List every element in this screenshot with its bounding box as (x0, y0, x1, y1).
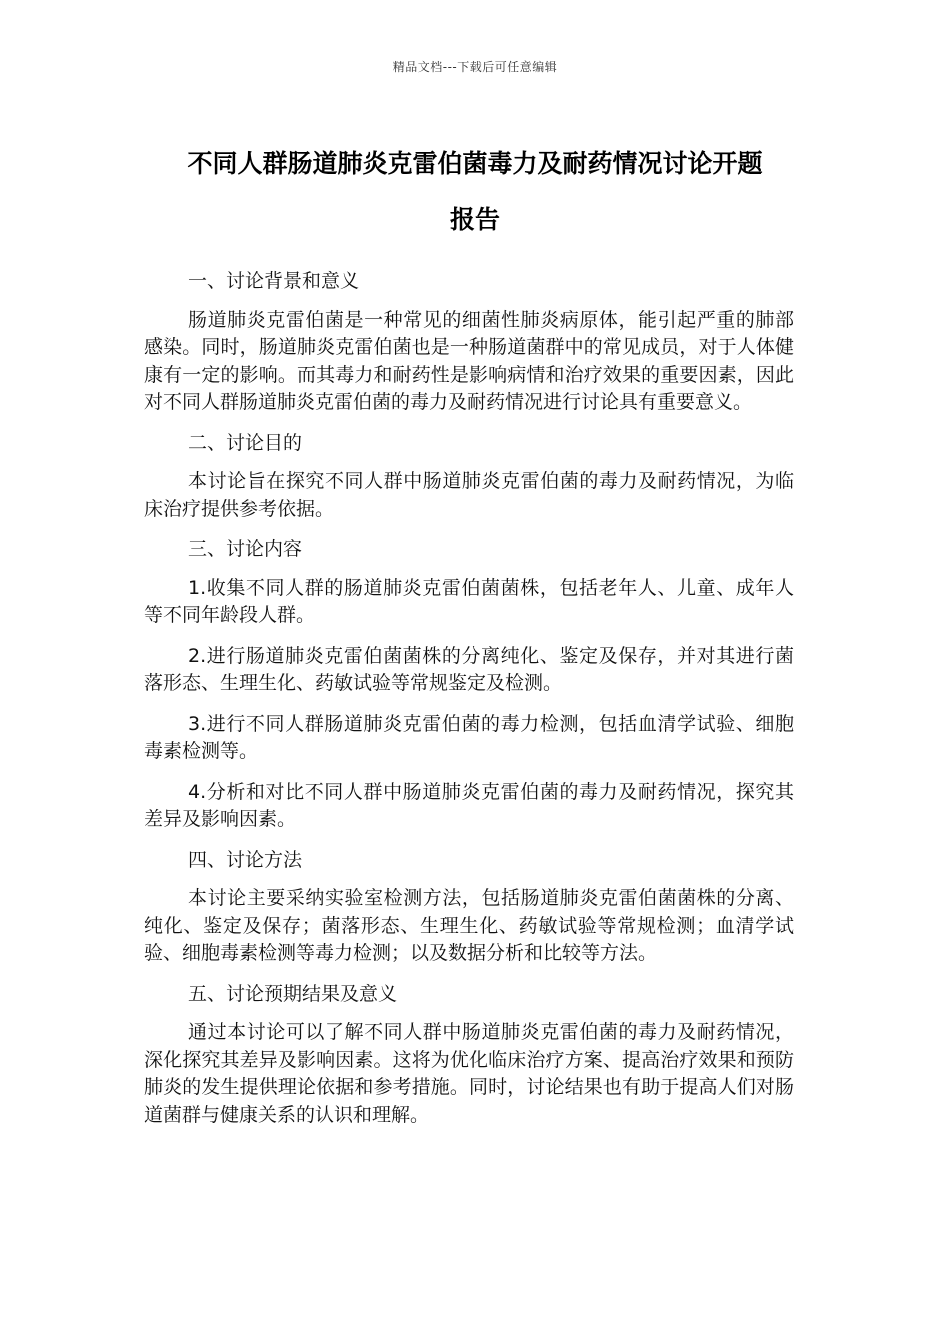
section-heading: 五、讨论预期结果及意义 (188, 982, 398, 1005)
section-paragraph: 肠道肺炎克雷伯菌是一种常见的细菌性肺炎病原体，能引起严重的肺部感染。同时，肠道肺炎克雷伯菌也是一种肠道菌群中的常见成员，对于人体健康有一定的影响。而其毒力和耐药性是影响病情和治疗效果的重要因素，因此对不同人群肠道肺炎克雷伯菌的毒力及耐药情况进行讨论具有重要意义。 (144, 308, 794, 413)
section-heading: 四、讨论方法 (188, 848, 303, 871)
section-heading: 二、讨论目的 (188, 431, 303, 454)
document-body (144, 268, 794, 1142)
section-expected-results (144, 981, 794, 1130)
header-note: 精品文档---下载后可任意编辑 (392, 60, 558, 74)
section-paragraph: 本讨论旨在探究不同人群中肠道肺炎克雷伯菌的毒力及耐药情况，为临床治疗提供参考依据。 (144, 470, 794, 520)
list-item: 3.进行不同人群肠道肺炎克雷伯菌的毒力检测，包括血清学试验、细胞毒素检测等。 (144, 712, 794, 762)
section-content (144, 536, 794, 834)
section-methods (144, 847, 794, 968)
section-heading: 一、讨论背景和意义 (188, 270, 360, 292)
section-heading: 三、讨论内容 (188, 538, 303, 560)
list-item: 2.进行肠道肺炎克雷伯菌菌株的分离纯化、鉴定及保存，并对其进行菌落形态、生理生化、药敏试验等常规鉴定及检测。 (144, 644, 794, 694)
list-item: 1.收集不同人群的肠道肺炎克雷伯菌菌株，包括老年人、儿童、成年人等不同年龄段人群。 (144, 576, 794, 626)
section-purpose (144, 430, 794, 524)
section-paragraph: 通过本讨论可以了解不同人群中肠道肺炎克雷伯菌的毒力及耐药情况，深化探究其差异及影响因素。这将为优化临床治疗方案、提高治疗效果和预防肺炎的发生提供理论依据和参考措施。同时，讨论结果也有助于提高人们对肠道菌群与健康关系的认识和理解。 (144, 1021, 794, 1126)
title-line-2: 报告 (449, 205, 500, 234)
section-paragraph: 本讨论主要采纳实验室检测方法，包括肠道肺炎克雷伯菌菌株的分离、纯化、鉴定及保存；菌落形态、生理生化、药敏试验等常规检测；血清学试验、细胞毒素检测等毒力检测；以及数据分析和比较等方法。 (144, 887, 794, 964)
title-line-1: 不同人群肠道肺炎克雷伯菌毒力及耐药情况讨论开题 (187, 149, 763, 178)
list-item: 4.分析和对比不同人群中肠道肺炎克雷伯菌的毒力及耐药情况，探究其差异及影响因素。 (144, 780, 794, 830)
section-background (144, 268, 794, 417)
page-title (120, 136, 830, 248)
